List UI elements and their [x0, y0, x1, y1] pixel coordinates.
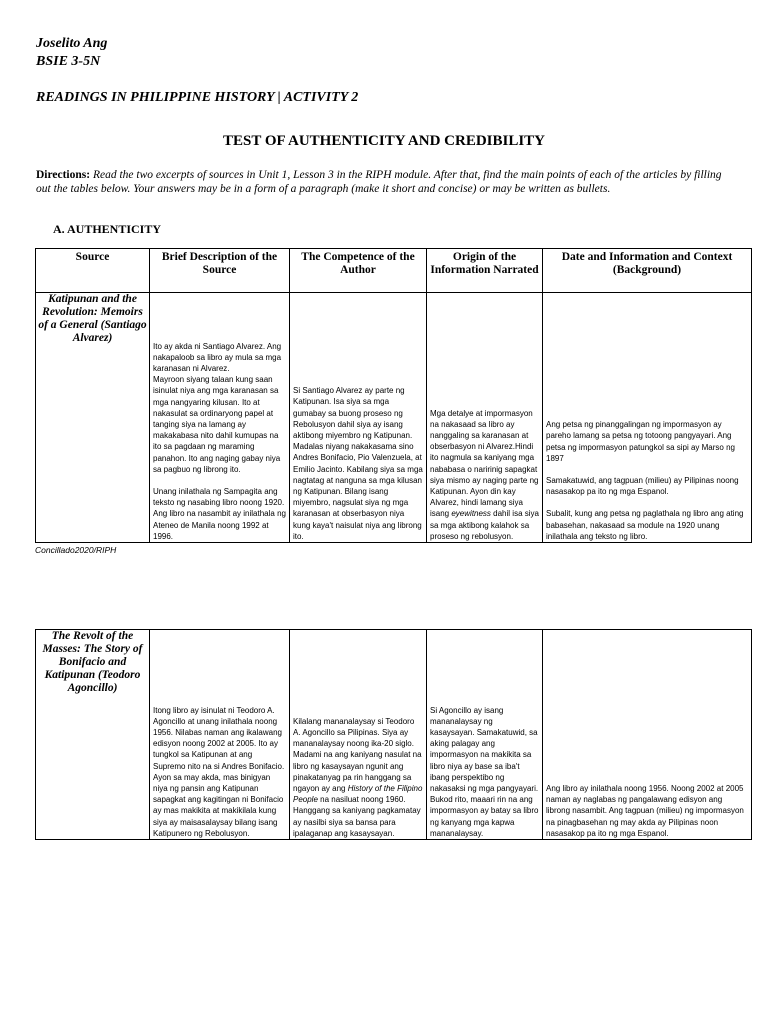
col-header-date: Date and Information and Context (Background) — [543, 249, 752, 293]
origin-text-part: dahil isa siya sa mga aktibong kalahok sa proseso ng rebolusyon. — [430, 509, 539, 541]
directions — [36, 168, 736, 196]
description-paragraph: Unang inilathala ng Sampagita ang teksto ng nasabing libro noong 1920. Ang libro na nasambit ay inilathala ng Ateneo de Manila noong 1992 at 1996. — [153, 486, 286, 541]
authenticity-table-2 — [35, 629, 752, 840]
table-row — [36, 293, 752, 543]
date-paragraph: Subalit, kung ang petsa ng paglathala ng libro ang ating babasehan, nakasaad sa module na 1920 unang inilathala ang teksto ng libro. — [546, 509, 744, 541]
origin-emphasis: eyewitness — [451, 509, 491, 519]
page-title: TEST OF AUTHENTICITY AND CREDIBILITY — [222, 133, 546, 149]
competence-text-part: na nasiluat noong 1960. Hanggang sa kaniyang pagkamatay ay nasilbi siya sa bansa para ipalaganap ang kasaysayan. — [293, 795, 421, 838]
competence-text — [293, 716, 423, 839]
competence-text: Si Santiago Alvarez ay parte ng Katipunan. Isa siya sa mga gumabay sa buong proseso ng Rebolusyon dahil siya ay isang aktibong miyembro ng Katipunan. Madalas niyang nakakasama sino Andres Bonifacio, Pio Valenzuela, at Emilio Jacinto. Kabilang siya sa mga nagtatag at nanguna sa mga kilusan ng Katipunan. Bilang isang miyembro, nagsulat siya ng mga karanasan at obserbasyon niya kung kaya't naisulat niya ang librong ito. — [293, 386, 423, 541]
origin-cell — [427, 293, 543, 543]
competence-emphasis: History of the Filipino People — [293, 783, 423, 805]
date-cell — [543, 630, 752, 840]
origin-text: Si Agoncillo ay isang mananalaysay ng kasaysayan. Samakatuwid, sa aking palagay ang impormasyon na makikita sa libro niya ay base sa iba't ibang perspektibo ng nakasaksi ng mga pangyayari. Bukod rito, maaari rin na ang impormasyon ay batay sa libro ng kanyang mga kapwa mananalaysay. — [430, 705, 539, 838]
authenticity-table-1 — [35, 248, 752, 543]
student-name: Joselito Ang — [36, 36, 108, 51]
col-header-origin: Origin of the Information Narrated — [427, 249, 543, 293]
student-section: BSIE 3-5N — [36, 54, 101, 69]
directions-label: Directions: — [36, 169, 91, 181]
date-cell — [543, 293, 752, 543]
directions-text: Read the two excerpts of sources in Unit 1, Lesson 3 in the RIPH module. After that, find the main points of each of the articles by filling out the tables below. Your answers may be in a form of a paragraph (make it short and concise) or may be written as bullets. — [36, 169, 722, 195]
col-header-competence: The Competence of the Author — [290, 249, 427, 293]
source-cell: Katipunan and the Revolution: Memoirs of a General (Santiago Alvarez) — [36, 293, 150, 543]
col-header-description: Brief Description of the Source — [150, 249, 290, 293]
col-header-source: Source — [36, 249, 150, 293]
table-row — [36, 630, 752, 840]
description-cell — [150, 293, 290, 543]
competence-text-part: Kilalang mananalaysay si Teodoro A. Agoncillo sa Pilipinas. Siya ay mananalaysay noong ika-20 siglo. Madami na ang kaniyang nasulat na libro ng kasaysayan ngunit ang pinakatanyag pa rin hanggang sa ngayon ay ang — [293, 716, 422, 793]
origin-cell — [427, 630, 543, 840]
origin-text — [430, 408, 539, 542]
competence-cell — [290, 630, 427, 840]
date-paragraph: Ang petsa ng pinanggalingan ng impormasyon ay pareho lamang sa petsa ng totoong pangyayari. Ang petsa ng impormasyon patungkol sa sipi ay Marso ng 1897 — [546, 420, 735, 463]
footer-credit: Concillado2020/RIPH — [35, 545, 117, 555]
section-heading: A. AUTHENTICITY — [53, 222, 162, 236]
description-text: Itong libro ay isinulat ni Teodoro A. Agoncillo at unang inilathala noong 1956. Nilabas naman ang ikalawang edisyon noong 2002 at 2005. Ito ay tungkol sa Katipunan at ang Supremo nito na si Andres Bonifacio. Ayon sa may akda, mas binigyan niya ng pansin ang Katipunan sapagkat ang kagitingan ni Bonifacio ay mas makikita at makikilala kung siya ay maisasalaysay bilang isang Katipunero ng Rebolusyon. — [153, 705, 285, 838]
source-cell: The Revolt of the Masses: The Story of Bonifacio and Katipunan (Teodoro Agoncillo) — [36, 630, 150, 840]
date-paragraph: Samakatuwid, ang tagpuan (milieu) ay Pilipinas noong nasasakop pa ito ng mga Espanol. — [546, 475, 739, 497]
course-title: READINGS IN PHILIPPINE HISTORY | ACTIVITY 2 — [36, 90, 359, 105]
table-header-row — [36, 249, 752, 293]
competence-cell — [290, 293, 427, 543]
description-paragraph: Ito ay akda ni Santiago Alvarez. Ang nakapaloob sa libro ay mula sa mga karanasan ni Alvarez. Mayroon siyang talaan kung saan isinulat niya ang mga karanasan sa mga nangyaring kilusan. Ito at nakasulat sa ordinaryong papel at tanging siya na lamang ay makakabasa nito dahil kumupas na ito sa pagdaan ng maraming panahon. Ito ang naging gabay niya sa pagbuo ng librong ito. — [153, 341, 282, 474]
date-text: Ang libro ay inilathala noong 1956. Noong 2002 at 2005 naman ay naglabas ng pangalawang edisyon ang librong nasambit. Ang tagpuan (milieu) ng impormasyon na pinagbasehan ng may akda ay Pilipinas noon nasasakop pa ito ng mga Espanol. — [546, 783, 744, 838]
origin-text-part: Mga detalye at impormasyon na nakasaad sa libro ay nanggaling sa karanasan at obserbasyon ni Alvarez.Hindi ito nagmula sa kaniyang mga nababasa o naririnig sapagkat siya mismo ay naging parte ng Katipunan. Ayon din kay Alvarez, hindi lamang siya isang — [430, 408, 539, 519]
description-cell — [150, 630, 290, 840]
